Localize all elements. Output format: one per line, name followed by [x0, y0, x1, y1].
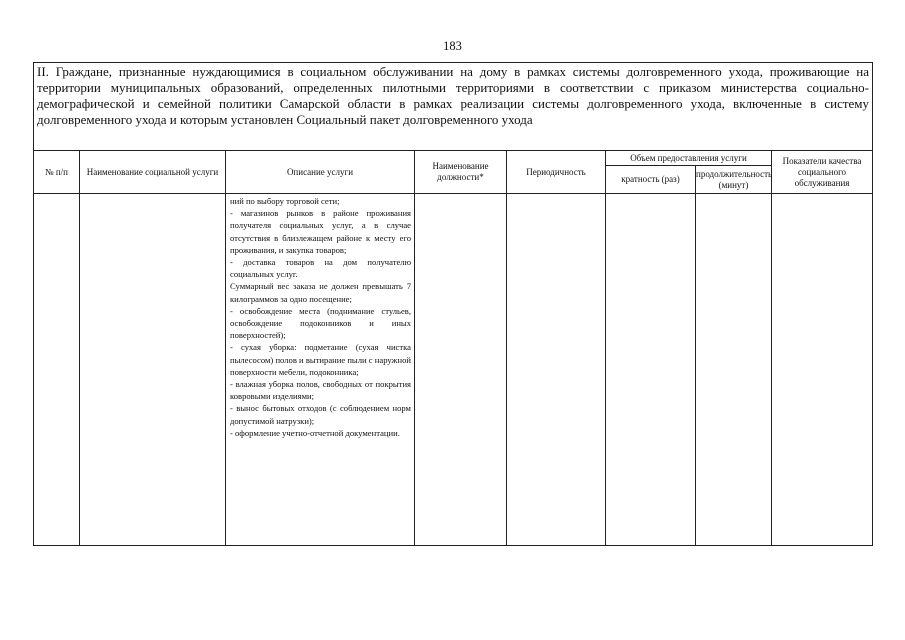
- header-duration: продолжительность (минут): [696, 166, 772, 194]
- description-line: - влажная уборка полов, свободных от покрытия ковровыми изделиями;: [230, 379, 411, 402]
- header-volume: Объем предоставления услуги: [606, 151, 772, 166]
- cell-quality: [772, 194, 873, 546]
- services-table: [33, 62, 873, 546]
- header-service-name: Наименование социальной услуги: [80, 151, 226, 194]
- description-line: - вынос бытовых отходов (с соблюдением норм допустимой натрузки);: [230, 403, 411, 426]
- description-line: - оформление учетно-отчетной документации.: [230, 427, 400, 438]
- header-quality: Показатели качества социального обслуживания: [772, 151, 873, 194]
- page-number: 183: [443, 39, 462, 53]
- header-periodicity: Периодичность: [507, 151, 606, 194]
- description-line: - доставка товаров на дом получателю социальных услуг.: [230, 257, 411, 280]
- description-line: - освобождение места (поднимание стульев, освобождение подоконников и иных поверхностей);: [230, 305, 411, 341]
- description-line: ний по выбору торговой сети;: [230, 196, 340, 206]
- description-line: - магазинов рынков в районе проживания получателя социальных услуг, а в случае отсутствия в близлежащем районе к месту его проживания, и закупка товаров;: [230, 208, 411, 255]
- header-number: № п/п: [34, 151, 80, 194]
- cell-periodicity: [507, 194, 606, 546]
- description-line: - сухая уборка: подметание (сухая чистка пылесосом) полов и вытирание пыли с наружной поверхности мебели, подоконника;: [230, 342, 411, 377]
- cell-service-name: [80, 194, 226, 546]
- table-row: [34, 194, 873, 546]
- cell-description: [226, 194, 415, 546]
- header-description: Описание услуги: [226, 151, 415, 194]
- description-line: Суммарный вес заказа не должен превышать 7 килограммов за одно посещение;: [230, 281, 411, 304]
- header-position: Наименование должности*: [415, 151, 507, 194]
- cell-frequency: [606, 194, 696, 546]
- header-frequency: кратность (раз): [606, 166, 696, 194]
- cell-duration: [696, 194, 772, 546]
- section-title: II. Граждане, признанные нуждающимися в социальном обслуживании на дому в рамках системы долговременного ухода, проживающие на территории муниципальных образований, определенных пилотными территориями в соответствии с приказом министерства социально-демографической и семейной политики Самарской области в рамках реализации системы долговременного ухода, включенные в систему долговременного ухода и которым установлен Социальный пакет долговременного ухода: [34, 63, 873, 151]
- cell-number: [34, 194, 80, 546]
- cell-position: [415, 194, 507, 546]
